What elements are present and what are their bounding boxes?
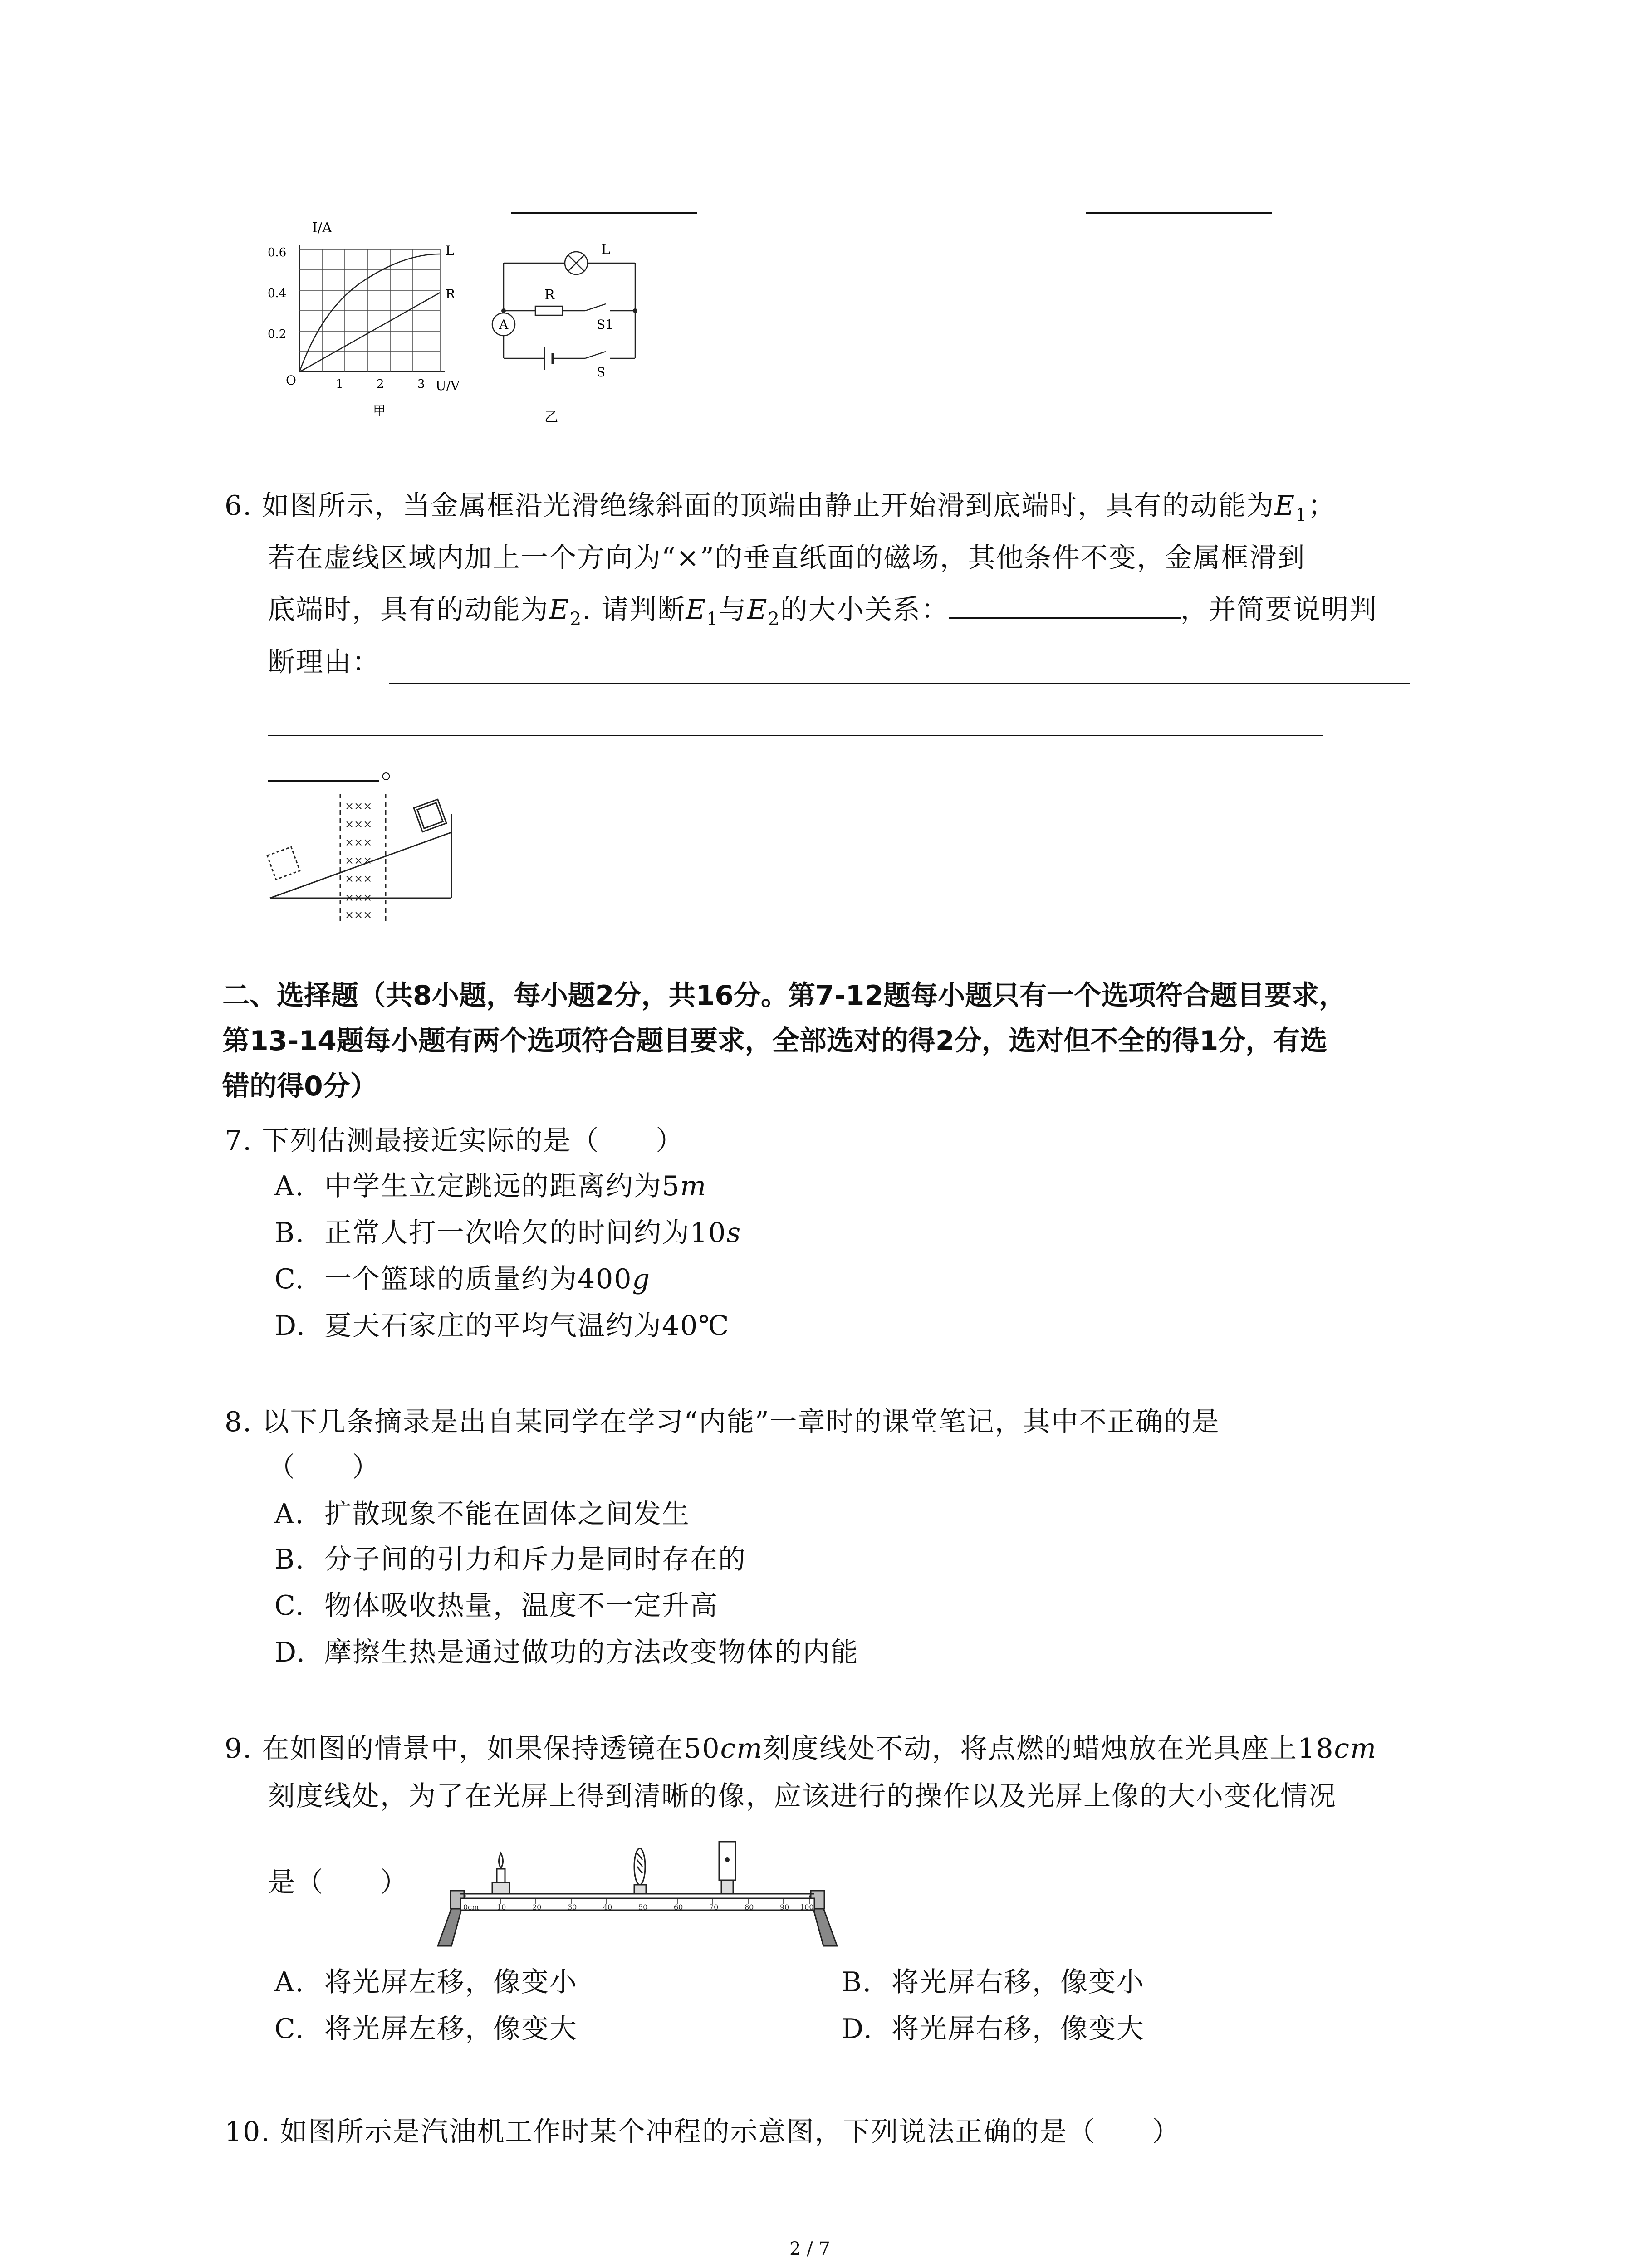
svg-text:×××: ××× [345,854,372,867]
q6-reason-blank-3[interactable] [268,780,379,782]
svg-text:R: R [544,287,555,303]
q9-line-2: 刻度线处，为了在光屏上得到清晰的像，应该进行的操作以及光屏上像的大小变化情况 [268,1780,1337,1812]
svg-text:70: 70 [709,1903,719,1911]
q7-option-d[interactable]: D. 夏天石家庄的平均气温约为40℃ [274,1310,730,1342]
q8-option-d[interactable]: D. 摩擦生热是通过做功的方法改变物体的内能 [274,1637,859,1668]
svg-text:×××: ××× [345,872,372,885]
svg-text:10: 10 [497,1903,506,1911]
q6-reason-blank-1[interactable] [389,683,1410,684]
line-r [299,293,440,372]
graph-ylabel: I/A [312,220,332,236]
q9-option-a[interactable]: A. 将光屏左移，像变小 [274,1966,578,1998]
q7-option-b[interactable]: B. 正常人打一次哈欠的时间约为10s [274,1217,742,1249]
q9-line-3: 是（ ） [268,1867,408,1898]
q6-reason-blank-2[interactable] [268,735,1323,736]
q6-line-2: 若在虚线区域内加上一个方向为“×”的垂直纸面的磁场，其他条件不变，金属框滑到 [268,542,1306,574]
section-2-heading-line-3: 错的得0分） [222,1070,377,1102]
circuit-caption: 乙 [544,410,558,425]
section-2-heading-line-1: 二、选择题（共8小题，每小题2分，共16分。第7-12题每小题只有一个选项符合题目要求， [222,980,1347,1012]
svg-text:80: 80 [745,1903,754,1911]
svg-text:2: 2 [377,377,384,391]
q5-answer-blank-1 [511,212,697,214]
q6-line-4: 断理由： [268,646,380,678]
svg-text:A: A [499,317,509,332]
svg-text:×××: ××× [345,800,372,812]
svg-text:40: 40 [603,1903,612,1911]
svg-text:S: S [597,365,606,380]
q5-answer-blank-2 [1086,212,1272,214]
incline-figure [261,782,470,932]
q7-stem: 7. 下列估测最接近实际的是（ ） [225,1125,684,1157]
page-number: 2 / 7 [789,2239,830,2259]
svg-text:×××: ××× [345,891,372,904]
q10-stem: 10. 如图所示是汽油机工作时某个冲程的示意图，下列说法正确的是（ ） [225,2116,1181,2148]
q9-option-b[interactable]: B. 将光屏右移，像变小 [842,1966,1145,1998]
svg-text:×××: ××× [345,818,372,831]
svg-text:20: 20 [532,1903,542,1911]
circuit-figure [481,236,653,435]
svg-text:100: 100 [800,1903,814,1911]
q9-option-d[interactable]: D. 将光屏右移，像变大 [842,2013,1145,2045]
iu-graph-figure [254,213,490,431]
section-2-heading-line-2: 第13-14题每小题有两个选项符合题目要求，全部选对的得2分，选对但不全的得1分，有选 [222,1025,1327,1057]
svg-text:S1: S1 [597,317,613,332]
svg-text:50: 50 [638,1903,648,1911]
graph-caption: 甲 [373,403,386,418]
svg-text:60: 60 [674,1903,683,1911]
svg-text:0cm: 0cm [463,1903,479,1911]
q6-line-3: 底端时，具有的动能为$E_2$. 请判断$E_1$与$E_2$的大小关系： ，并简要说明判 [268,591,1377,637]
q8-option-c[interactable]: C. 物体吸收热量，温度不一定升高 [274,1590,718,1622]
svg-text:×××: ××× [345,909,372,921]
svg-text:30: 30 [568,1903,577,1911]
svg-text:L: L [601,242,610,258]
q8-stem: 8. 以下几条摘录是出自某同学在学习“内能”一章时的课堂笔记，其中不正确的是 [225,1406,1220,1438]
q8-option-a[interactable]: A. 扩散现象不能在固体之间发生 [274,1498,690,1530]
curve-l [299,254,440,372]
svg-text:0.2: 0.2 [268,327,287,341]
svg-text:L: L [446,243,454,258]
svg-text:O: O [286,373,296,388]
q8-option-b[interactable]: B. 分子间的引力和斥力是同时存在的 [274,1544,746,1575]
svg-text:R: R [446,287,456,302]
q6-line-1: 6. 如图所示，当金属框沿光滑绝缘斜面的顶端由静止开始滑到底端时，具有的动能为$E_1$； [225,490,1336,526]
q7-option-c[interactable]: C. 一个篮球的质量约为400g [274,1263,651,1295]
svg-text:0.6: 0.6 [268,246,287,259]
q6-relation-blank[interactable] [949,591,1181,619]
optical-bench-figure [429,1814,846,1950]
q6-period: 。 [381,753,409,785]
q7-option-a[interactable]: A. 中学生立定跳远的距离约为5m [274,1170,707,1202]
q8-stem-paren: （ ） [268,1452,380,1483]
svg-text:×××: ××× [345,836,372,849]
q9-option-c[interactable]: C. 将光屏左移，像变大 [274,2013,578,2045]
graph-xlabel: U/V [436,378,460,393]
svg-text:0.4: 0.4 [268,287,287,300]
svg-text:3: 3 [417,377,425,391]
svg-text:1: 1 [336,377,343,391]
q9-line-1: 9. 在如图的情景中，如果保持透镜在50cm刻度线处不动，将点燃的蜡烛放在光具座上18cm [225,1733,1377,1765]
svg-text:90: 90 [780,1903,789,1911]
